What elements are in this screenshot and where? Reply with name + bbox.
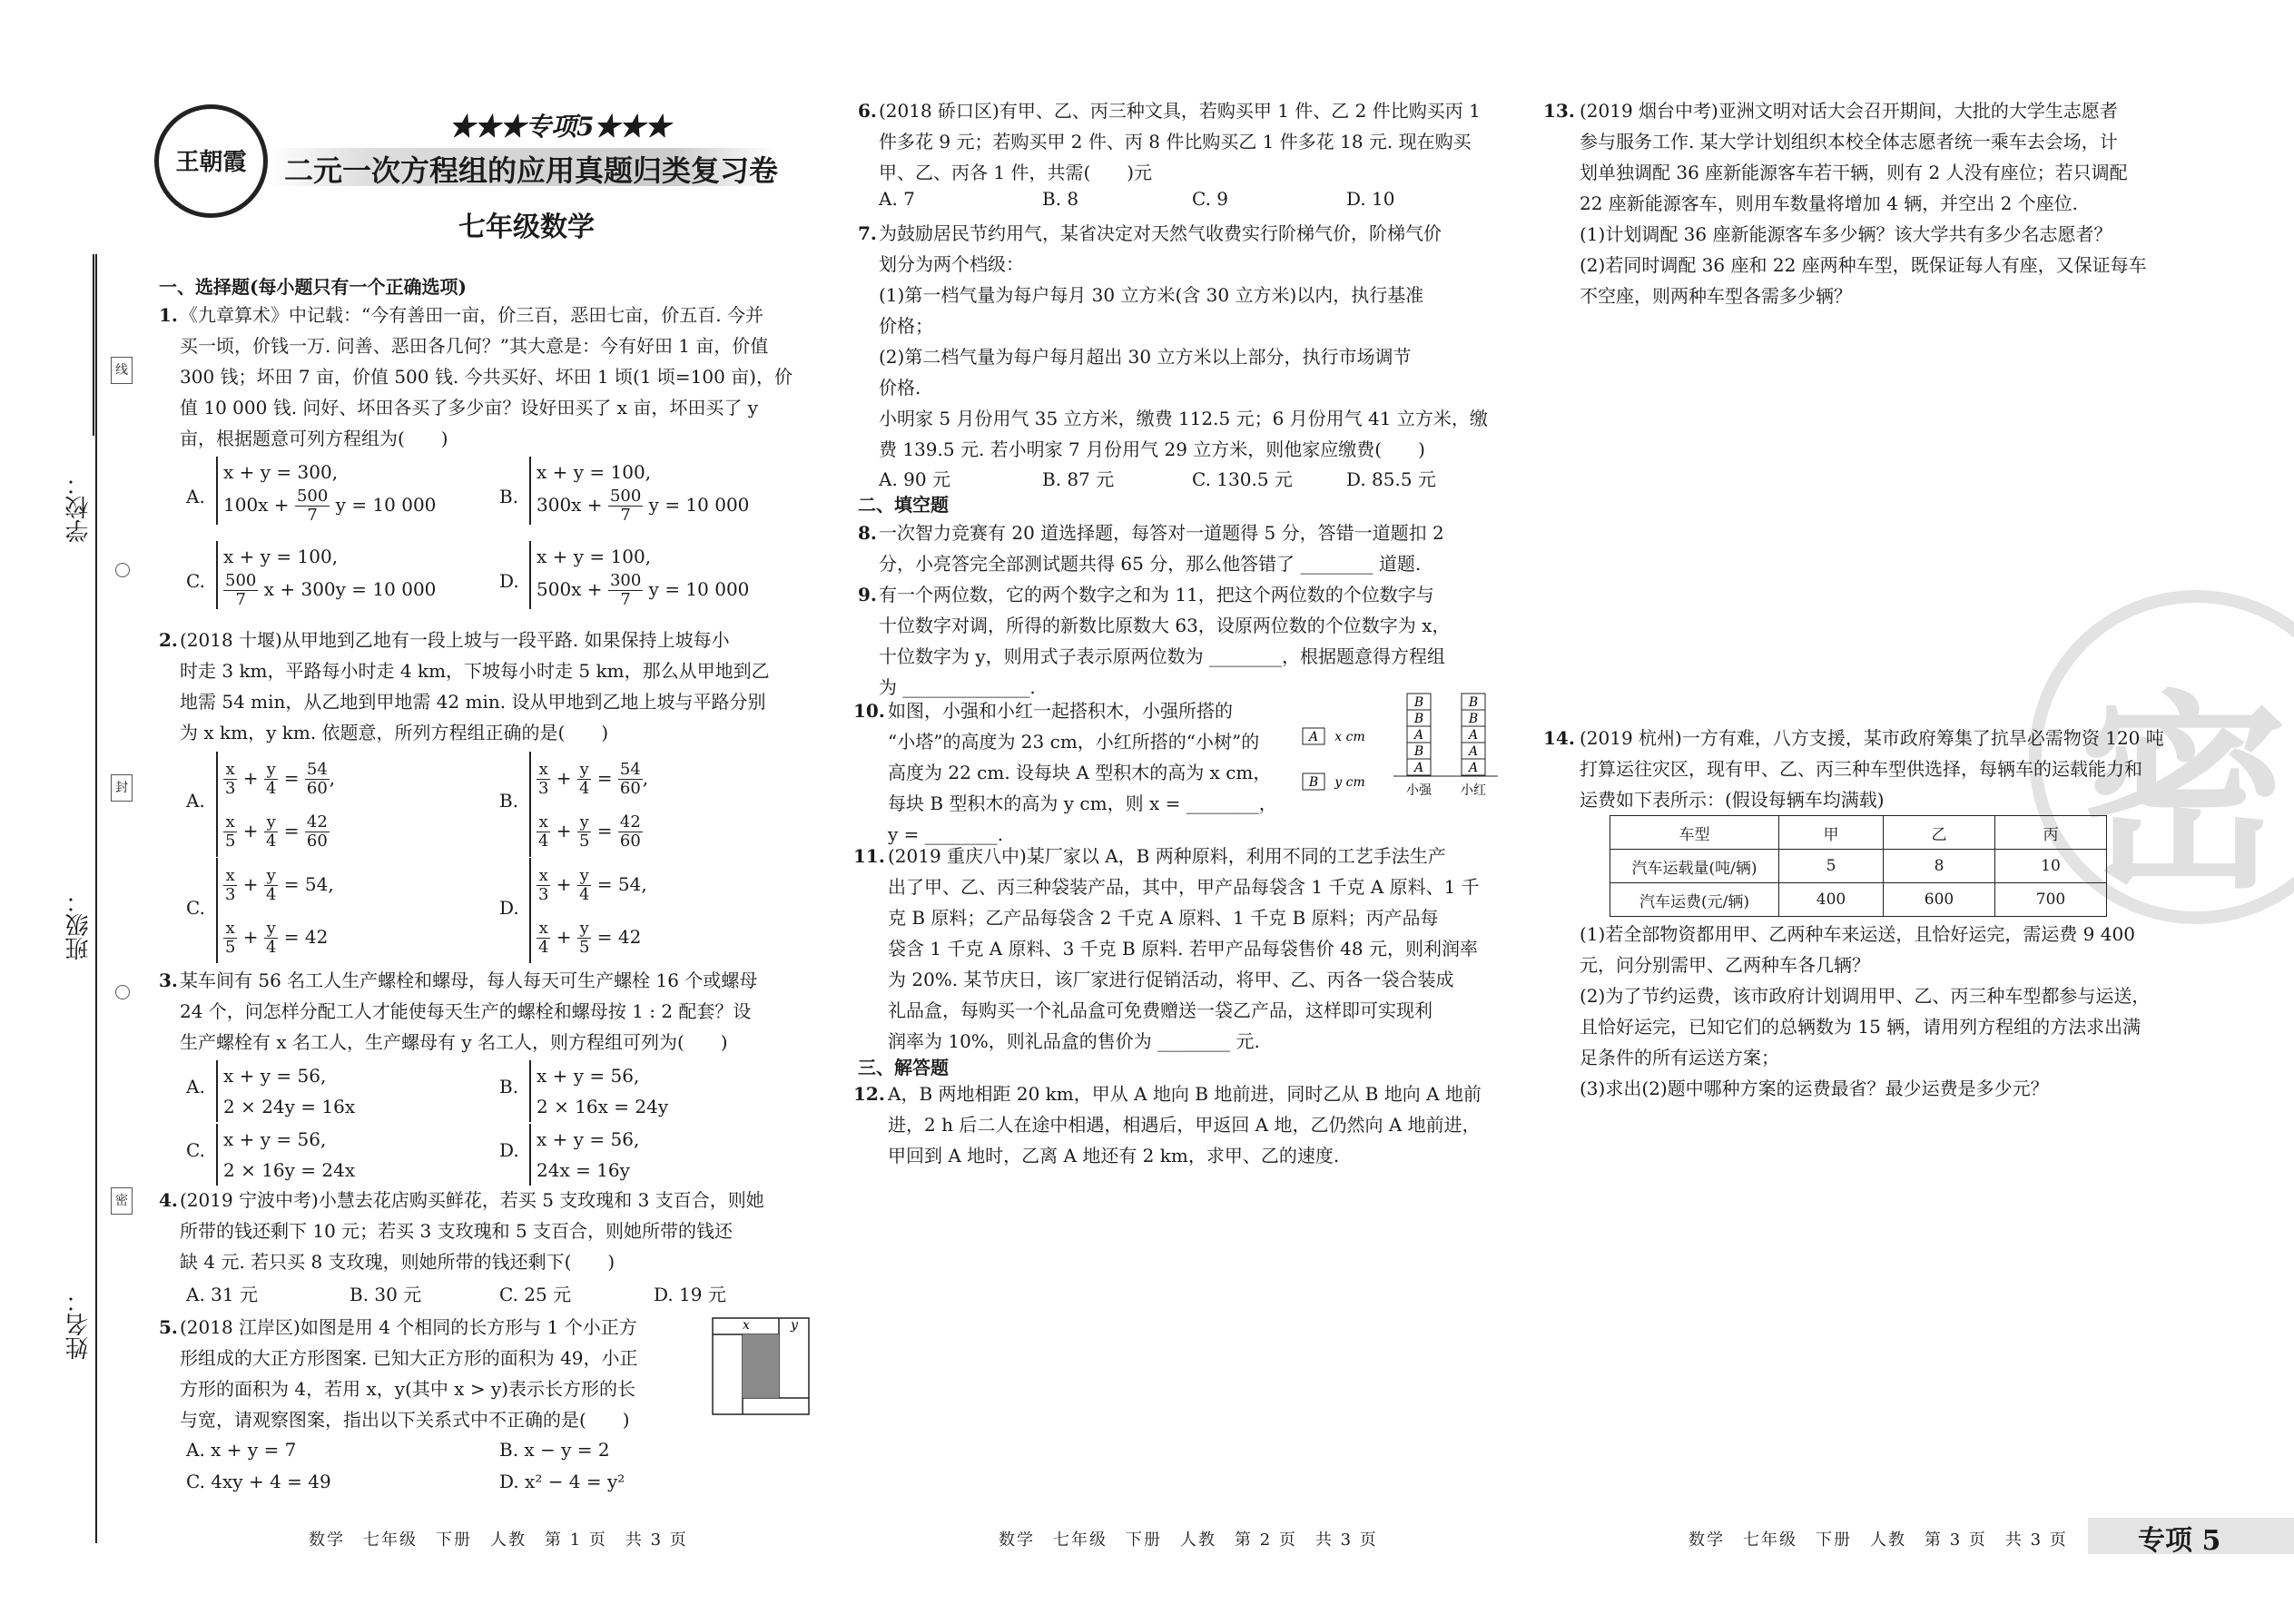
question-line: 有一个两位数，它的两个数字之和为 11，把这个两位数的个位数字与	[879, 584, 1434, 605]
equation: $\frac{x}{3}$ + $\frac{y}{4}$ = 54,	[538, 866, 647, 904]
question-line: 划单独调配 36 座新能源客车若干辆，则有 2 人没有座位；若只调配	[1580, 162, 2128, 183]
question-line: 出了甲、乙、丙三种袋装产品，其中，甲产品每袋含 1 千克 A 原料、1 千	[888, 876, 1480, 898]
option-a[interactable]: A. 90 元	[879, 468, 950, 490]
section-choice: 一、选择题(每小题只有一个正确选项)	[159, 276, 467, 298]
option-a[interactable]: A.	[186, 486, 205, 507]
question-line: 且恰好运完，已知它们的总辆数为 15 辆，请用列方程组的方法求出满	[1580, 1016, 2141, 1038]
option-b[interactable]: B. 30 元	[350, 1284, 422, 1305]
option-d[interactable]: D.	[499, 897, 519, 919]
question-line: (3)求出(2)题中哪种方案的运费最省？最少运费是多少元？	[1580, 1078, 2049, 1099]
equation: 100x + $\frac{500}{7}$ y = 10 000	[223, 487, 437, 525]
question-line: 生产螺栓有 x 名工人，生产螺母有 y 名工人，则方程组可列为( )	[180, 1031, 728, 1053]
question-line: 高度为 22 cm. 设每块 A 型积木的高为 x cm，	[888, 762, 1272, 783]
watermark-text: 密	[2079, 674, 2289, 917]
option-b[interactable]: B. 87 元	[1042, 468, 1115, 490]
table-row	[1610, 850, 2107, 883]
option-b[interactable]: B. 8	[1042, 188, 1079, 210]
binding-mark-seal: 封	[111, 774, 133, 802]
question-line: 礼品盒，每购买一个礼品盒可免费赠送一袋乙产品，这样即可实现利	[888, 999, 1433, 1021]
transport-table	[1610, 815, 2107, 917]
question-line: (1)计划调配 36 座新能源客车多少辆？该大学共有多少名志愿者？	[1580, 223, 2112, 245]
figure-label-y: y	[791, 1318, 798, 1333]
table-row	[1610, 816, 2107, 850]
question-line: (2)若同时调配 36 座和 22 座两种车型，既保证每人有座，又保证每车	[1580, 254, 2147, 276]
equation-system-a	[216, 1060, 355, 1122]
page-title: 二元一次方程组的应用真题归类复习卷	[284, 153, 779, 188]
question-line: 甲回到 A 地时，乙离 A 地还有 2 km，求甲、乙的速度.	[888, 1145, 1340, 1166]
svg-text:小强: 小强	[1406, 783, 1432, 798]
option-c[interactable]: C.	[186, 570, 205, 592]
question-number: 6.	[858, 100, 877, 122]
svg-text:y cm: y cm	[1334, 775, 1365, 790]
logo	[154, 104, 268, 218]
question-line: “小塔”的高度为 23 cm，小红所搭的“小树”的	[888, 731, 1260, 753]
question-line: (2018 十堰)从甲地到乙地有一段上坡与一段平路. 如果保持上坡每小	[180, 629, 730, 651]
table-cell: 汽车运载量(吨/辆)	[1610, 850, 1779, 883]
equation: 300x + $\frac{500}{7}$ y = 10 000	[537, 487, 750, 525]
question-line: 十位数字为 y，则用式子表示原两位数为 ________，根据题意得方程组	[879, 645, 1446, 667]
table-header-cell: 丙	[1995, 816, 2107, 850]
option-c[interactable]: C. 4xy + 4 = 49	[186, 1471, 331, 1492]
equation-system-b	[529, 752, 648, 857]
equation: x + y = 56,	[537, 1128, 640, 1150]
equation: 500x + $\frac{300}{7}$ y = 10 000	[537, 571, 750, 609]
option-d[interactable]: D. 85.5 元	[1346, 468, 1436, 490]
equation: $\frac{x}{3}$ + $\frac{y}{4}$ = $\frac{54}{60}$ ,	[225, 760, 336, 798]
footer-badge-label: 专项 5	[2138, 1525, 2221, 1557]
question-line: 甲、乙、丙各 1 件，共需( )元	[879, 162, 1153, 183]
svg-text:A: A	[1413, 761, 1424, 775]
page-subtitle: 七年级数学	[458, 212, 595, 243]
svg-text:A: A	[1413, 728, 1424, 743]
equation: $\frac{x}{3}$ + $\frac{y}{4}$ = $\frac{54}{60}$ ,	[538, 760, 649, 798]
series-label: ★★★专项5★★★	[449, 112, 671, 142]
question-line: (2018 江岸区)如图是用 4 个相同的长方形与 1 个小正方	[180, 1316, 637, 1338]
question-line: 小明家 5 月份用气 35 立方米，缴费 112.5 元；6 月份用气 41 立方米，缴	[879, 408, 1488, 429]
table-header-cell: 乙	[1884, 816, 1995, 850]
question-line: 与宽，请观察图案，指出以下关系式中不正确的是( )	[180, 1409, 630, 1431]
equation-system-c	[216, 541, 436, 609]
question-number: 5.	[159, 1316, 178, 1338]
question-line: 值 10 000 钱. 问好、坏田各买了多少亩？设好田买了 x 亩，坏田买了 y	[180, 397, 759, 418]
question-line: (2019 烟台中考)亚洲文明对话大会召开期间，大批的大学生志愿者	[1580, 100, 2118, 122]
question-line: 润率为 10%，则礼品盒的售价为 ________ 元.	[888, 1030, 1260, 1052]
table-row	[1610, 883, 2107, 917]
question-line: 袋含 1 千克 A 原料、3 千克 B 原料. 若甲产品每袋售价 48 元，则利润率	[888, 938, 1478, 960]
question-line: (2019 宁波中考)小慧去花店购买鲜花，若买 5 支玫瑰和 3 支百合，则她	[180, 1189, 764, 1211]
equation-system-d	[529, 1124, 639, 1186]
equation: x + y = 100,	[537, 546, 652, 567]
binding-mark-secret: 密	[111, 1187, 133, 1215]
option-a[interactable]: A.	[186, 1076, 205, 1097]
equation-system-c	[216, 858, 334, 963]
question-line: 24 个，问怎样分配工人才能使每天生产的螺栓和螺母按 1 : 2 配套？设	[180, 1000, 752, 1022]
svg-text:小红: 小红	[1461, 783, 1486, 798]
question-line: 价格.	[879, 377, 921, 399]
logo-text: 王朝霞	[175, 149, 247, 176]
equation-system-a	[216, 457, 436, 525]
blocks-figure	[1294, 690, 1502, 817]
option-d[interactable]: D. 19 元	[654, 1284, 726, 1305]
question-line: 如图，小强和小红一起搭积木，小强所搭的	[888, 700, 1233, 722]
equation: x + y = 100,	[223, 546, 339, 567]
svg-text:B: B	[1413, 712, 1424, 726]
table-cell: 400	[1779, 883, 1884, 917]
section-fill: 二、填空题	[858, 494, 949, 516]
question-number: 9.	[858, 584, 877, 605]
question-line: 为 ______________.	[879, 676, 1036, 698]
equation: $\frac{x}{5}$ + $\frac{y}{4}$ = 42	[225, 919, 329, 957]
option-d[interactable]: D. x² − 4 = y²	[499, 1471, 625, 1492]
option-c[interactable]: C. 9	[1192, 188, 1229, 210]
question-line: 划分为两个档级：	[879, 253, 1024, 275]
section-answer: 三、解答题	[858, 1057, 949, 1078]
question-line: 地需 54 min，从乙地到甲地需 42 min. 设从甲地到乙地上坡与平路分别	[180, 691, 766, 713]
equation-system-b	[529, 457, 749, 525]
school-label: 学校：	[65, 472, 93, 543]
table-cell: 700	[1995, 883, 2107, 917]
question-line: 分，小亮答完全部测试题共得 65 分，那么他答错了 ________ 道题.	[879, 553, 1422, 575]
option-a[interactable]: A.	[186, 790, 205, 812]
footer-page-3: 数学 七年级 下册 人教 第 3 页 共 3 页	[1689, 1530, 2068, 1550]
question-line: 亩，根据题意可列方程组为( )	[180, 428, 448, 449]
equation: $\frac{x}{5}$ + $\frac{y}{4}$ = $\frac{42}{60}$	[225, 812, 328, 851]
question-number: 10.	[853, 700, 885, 722]
figure-label-x: x	[743, 1318, 750, 1333]
question-line: (2)第二档气量为每户每月超出 30 立方米以上部分，执行市场调节	[879, 346, 1412, 368]
question-line: 形组成的大正方形图案. 已知大正方形的面积为 49，小正	[180, 1347, 638, 1369]
footer-page-1: 数学 七年级 下册 人教 第 1 页 共 3 页	[309, 1530, 688, 1550]
question-line: 元，问分别需甲、乙两种车各几辆？	[1580, 954, 1870, 976]
option-b[interactable]: B.	[499, 1076, 519, 1097]
question-line: (2)为了节约运费，该市政府计划调用甲、乙、丙三种车型都参与运送，	[1580, 985, 2151, 1007]
class-label: 班级：	[65, 890, 93, 960]
question-line: 运费如下表所示：(假设每辆车均满载)	[1580, 789, 1885, 811]
equation-system-a	[216, 752, 335, 857]
equation: 24x = 16y	[537, 1159, 630, 1181]
equation: $\frac{x}{3}$ + $\frac{y}{4}$ = 54,	[225, 866, 334, 904]
option-d[interactable]: D.	[499, 570, 519, 592]
question-line: 22 座新能源客车，则用车数量将增加 4 辆，并空出 2 个座位.	[1580, 192, 2079, 214]
option-c[interactable]: C. 25 元	[499, 1284, 572, 1305]
question-line: 时走 3 km，平路每小时走 4 km，下坡每小时走 5 km，那么从甲地到乙	[180, 660, 770, 682]
name-label: 姓名：	[65, 1289, 93, 1360]
question-line: (2018 硚口区)有甲、乙、丙三种文具，若购买甲 1 件、乙 2 件比购买丙 1	[879, 100, 1481, 122]
table-cell: 600	[1884, 883, 1995, 917]
question-number: 12.	[853, 1083, 885, 1105]
question-line: 所带的钱还剩下 10 元；若买 3 支玫瑰和 5 支百合，则她所带的钱还	[180, 1220, 733, 1242]
option-d[interactable]: D.	[499, 1139, 519, 1161]
option-a[interactable]: A. 31 元	[186, 1284, 258, 1305]
question-line: (2019 重庆八中)某厂家以 A，B 两种原料，利用不同的工艺手法生产	[888, 845, 1446, 867]
question-line: 为 x km，y km. 依题意，所列方程组正确的是( )	[180, 722, 609, 743]
equation-system-d	[529, 541, 749, 609]
school-blank[interactable]	[93, 254, 94, 436]
svg-text:B: B	[1413, 744, 1424, 759]
equation: 2 × 16y = 24x	[223, 1159, 356, 1181]
question-number: 4.	[159, 1189, 178, 1211]
svg-text:A: A	[1468, 761, 1479, 775]
binding-mark-line: 线	[111, 357, 133, 384]
question-line: y = ________.	[888, 823, 1004, 845]
option-a[interactable]: A. x + y = 7	[186, 1439, 297, 1461]
equation: x + y = 56,	[537, 1065, 640, 1087]
option-a[interactable]: A. 7	[879, 188, 915, 210]
svg-text:x cm: x cm	[1334, 730, 1365, 744]
option-c[interactable]: C. 130.5 元	[1192, 468, 1293, 490]
table-header-cell: 车型	[1610, 816, 1779, 850]
question-line: 进，2 h 后二人在途中相遇，相遇后，甲返回 A 地，乙仍然向 A 地前进，	[888, 1114, 1481, 1136]
equation: 2 × 24y = 16x	[223, 1096, 356, 1117]
question-line: 每块 B 型积木的高为 y cm，则 x = ________，	[888, 792, 1277, 814]
question-number: 13.	[1543, 100, 1575, 122]
question-line: 价格；	[879, 315, 933, 337]
question-line: 缺 4 元. 若只买 8 支玫瑰，则她所带的钱还剩下( )	[180, 1251, 615, 1273]
question-line: 十位数字对调，所得的新数比原数大 63，设原两位数的个位数字为 x，	[879, 615, 1451, 636]
question-number: 1.	[159, 304, 178, 326]
question-line: 买一顷，价钱一万. 问善、恶田各几何？”其大意是：今有好田 1 亩，价值	[180, 335, 769, 357]
question-number: 7.	[858, 222, 877, 244]
option-c[interactable]: C.	[186, 897, 205, 919]
svg-text:A: A	[1468, 728, 1479, 743]
svg-text:B: B	[1413, 695, 1424, 710]
question-number: 8.	[858, 522, 877, 544]
question-line: 参与服务工作. 某大学计划组织本校全体志愿者统一乘车去会场，计	[1580, 131, 2118, 153]
footer-page-2: 数学 七年级 下册 人教 第 2 页 共 3 页	[999, 1530, 1378, 1550]
question-line: 不空座，则两种车型各需多少辆？	[1580, 285, 1852, 307]
equation-system-c	[216, 1124, 355, 1186]
option-d[interactable]: D. 10	[1346, 188, 1395, 210]
equation: x + y = 300,	[223, 461, 339, 483]
binding-hole	[115, 985, 130, 999]
question-line: 费 139.5 元. 若小明家 7 月份用气 29 立方米，则他家应缴费( )	[879, 438, 1425, 460]
table-cell: 10	[1995, 850, 2107, 883]
svg-text:B: B	[1468, 695, 1479, 710]
equation: $\frac{x}{4}$ + $\frac{y}{5}$ = 42	[538, 919, 642, 957]
question-line: 为 20%. 某节庆日，该厂家进行促销活动，将甲、乙、丙各一袋合装成	[888, 969, 1454, 990]
question-line: 一次智力竞赛有 20 道选择题，每答对一道题得 5 分，答错一道题扣 2	[879, 522, 1444, 544]
svg-text:B: B	[1468, 712, 1479, 726]
equation: $\frac{500}{7}$ x + 300y = 10 000	[225, 571, 437, 609]
question-line: 某车间有 56 名工人生产螺栓和螺母，每人每天可生产螺栓 16 个或螺母	[180, 969, 758, 991]
svg-text:B: B	[1308, 775, 1319, 790]
equation: x + y = 56,	[223, 1128, 327, 1150]
question-line: 克 B 原料；乙产品每袋含 2 千克 A 原料、1 千克 B 原料；丙产品每	[888, 907, 1439, 929]
table-cell: 5	[1779, 850, 1884, 883]
equation-system-d	[529, 858, 647, 963]
equation-system-b	[529, 1060, 668, 1122]
svg-text:A: A	[1308, 730, 1319, 744]
question-line: 打算运往灾区，现有甲、乙、丙三种车型供选择，每辆车的运载能力和	[1580, 758, 2142, 780]
question-line: (2019 杭州)一方有难，八方支援，某市政府筹集了抗旱必需物资 120 吨	[1580, 727, 2164, 749]
option-b[interactable]: B. x − y = 2	[499, 1439, 610, 1461]
question-line: 为鼓励居民节约用气，某省决定对天然气收费实行阶梯气价，阶梯气价	[879, 222, 1442, 244]
question-line: A，B 两地相距 20 km，甲从 A 地向 B 地前进，同时乙从 B 地向 A 地前	[888, 1083, 1482, 1105]
table-header-cell: 甲	[1779, 816, 1884, 850]
equation: 2 × 16x = 24y	[537, 1096, 669, 1117]
question-line: (1)若全部物资都用甲、乙两种车来运送，且恰好运完，需运费 9 400	[1580, 923, 2135, 945]
question-line: 件多花 9 元；若购买甲 2 件、丙 8 件比购买乙 1 件多花 18 元. 现在购买	[879, 131, 1472, 153]
question-line: 《九章算术》中记载：“今有善田一亩，价三百，恶田七亩，价五百. 今并	[180, 304, 763, 326]
question-number: 14.	[1543, 727, 1575, 749]
binding-line	[95, 254, 97, 1543]
option-c[interactable]: C.	[186, 1139, 205, 1161]
equation: x + y = 100,	[537, 461, 652, 483]
binding-hole	[115, 563, 130, 577]
question-line: (1)第一档气量为每户每月 30 立方米(含 30 立方米)以内，执行基准	[879, 284, 1424, 306]
option-b[interactable]: B.	[499, 486, 519, 507]
option-b[interactable]: B.	[499, 790, 519, 812]
equation: $\frac{x}{4}$ + $\frac{y}{5}$ = $\frac{42}{60}$	[538, 812, 641, 851]
table-cell: 汽车运费(元/辆)	[1610, 883, 1779, 917]
question-line: 足条件的所有运送方案；	[1580, 1047, 1779, 1068]
question-number: 3.	[159, 969, 178, 991]
question-line: 300 钱；坏田 7 亩，价值 500 钱. 今共买好、坏田 1 顷(1 顷=100 亩)，价	[180, 366, 793, 388]
table-cell: 8	[1884, 850, 1995, 883]
square-figure	[711, 1316, 811, 1416]
question-number: 2.	[159, 629, 178, 651]
question-number: 11.	[853, 845, 885, 867]
equation: x + y = 56,	[223, 1065, 327, 1087]
question-line: 方形的面积为 4，若用 x，y(其中 x > y)表示长方形的长	[180, 1378, 636, 1400]
svg-text:A: A	[1468, 744, 1479, 759]
